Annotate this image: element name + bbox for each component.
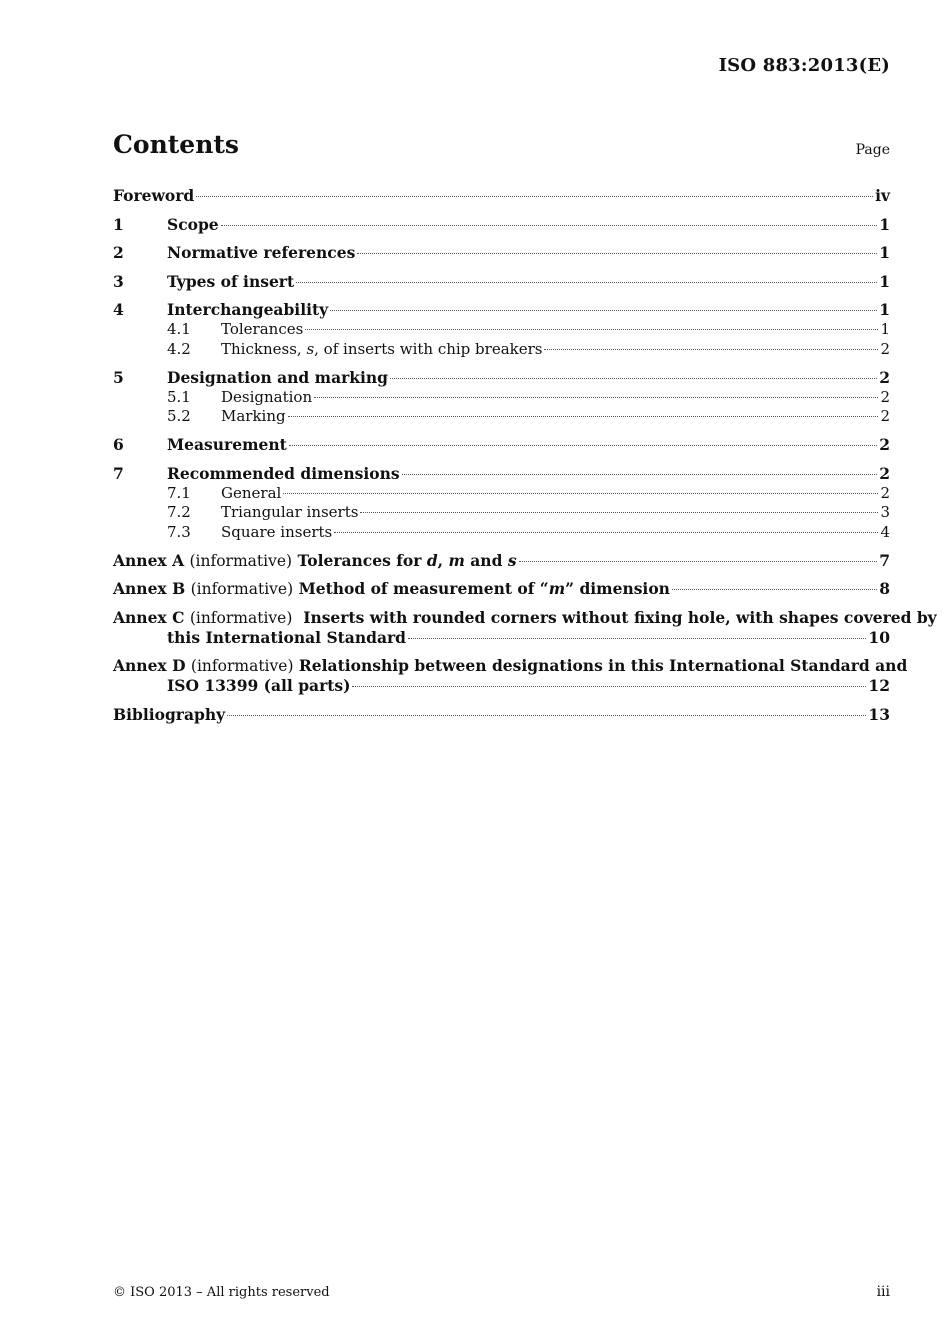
toc-page: 1 — [879, 271, 890, 291]
toc-entry-triangular-inserts[interactable] — [113, 503, 890, 523]
dot-leader — [314, 397, 878, 398]
toc-page: 2 — [880, 387, 890, 406]
toc-title-part: Method of measurement of “ — [298, 579, 549, 598]
toc-title: Marking — [221, 407, 286, 425]
table-of-contents — [113, 186, 937, 725]
toc-number: 4 — [113, 300, 124, 319]
dot-leader — [360, 512, 878, 513]
toc-entry-designation-and-marking[interactable] — [113, 368, 890, 388]
dot-leader — [390, 378, 877, 379]
dot-leader — [330, 310, 877, 311]
toc-page: 1 — [880, 320, 890, 338]
toc-title: Square inserts — [221, 522, 333, 541]
annex-label: Annex B — [113, 579, 186, 598]
dot-leader — [289, 445, 877, 446]
dot-leader — [221, 225, 878, 226]
toc-page: 1 — [879, 300, 890, 319]
toc-entry-scope[interactable] — [113, 215, 890, 235]
toc-title-symbol: m — [448, 550, 465, 570]
toc-page: 2 — [879, 463, 890, 483]
toc-page: 4 — [880, 522, 890, 541]
toc-entry-thickness[interactable] — [113, 340, 890, 360]
toc-page: 3 — [880, 503, 890, 521]
toc-entry-tolerances[interactable] — [113, 320, 890, 340]
toc-number: 5.2 — [167, 407, 191, 425]
toc-entry-annex-a[interactable] — [113, 551, 890, 571]
toc-title-part: ISO 13399 (all parts) — [167, 676, 351, 695]
toc-entry-annex-b[interactable] — [113, 579, 890, 599]
dot-leader — [402, 474, 878, 475]
toc-entry-annex-c[interactable] — [113, 607, 937, 648]
dot-leader — [672, 589, 877, 590]
dot-leader — [544, 349, 878, 350]
toc-page: 2 — [879, 435, 890, 454]
toc-entry-general[interactable] — [113, 484, 890, 504]
toc-entry-foreword[interactable] — [113, 186, 890, 206]
toc-page: 2 — [880, 483, 890, 502]
toc-title-symbol: m — [548, 579, 566, 598]
toc-title: Measurement — [167, 435, 287, 454]
annex-info: (informative) — [189, 551, 293, 570]
toc-number: 1 — [113, 214, 124, 234]
toc-page: 8 — [879, 579, 890, 598]
annex-info: (informative) — [190, 580, 294, 598]
dot-leader — [519, 561, 878, 562]
toc-title: Bibliography — [113, 704, 226, 724]
toc-number: 7.2 — [167, 503, 191, 521]
annex-info: (informative) — [189, 608, 293, 627]
toc-number: 6 — [113, 435, 124, 454]
toc-title: Types of insert — [167, 271, 295, 291]
annex-label: Annex D — [113, 656, 186, 675]
toc-title-line — [113, 656, 908, 676]
toc-title — [113, 579, 670, 599]
toc-entry-designation[interactable] — [113, 388, 890, 408]
toc-title-part: Tolerances for — [297, 550, 427, 570]
toc-page: 2 — [879, 367, 890, 387]
document-id: ISO 883:2013(E) — [718, 55, 890, 76]
toc-page: 2 — [880, 339, 890, 358]
toc-page: 1 — [879, 214, 890, 234]
toc-entry-bibliography[interactable] — [113, 705, 890, 725]
toc-number: 4.2 — [167, 339, 191, 358]
toc-title-part: , of inserts with chip breakers — [314, 339, 543, 358]
toc-page: 12 — [868, 676, 890, 695]
toc-title: Scope — [167, 214, 219, 234]
dot-leader — [283, 493, 878, 494]
toc-page: 13 — [868, 704, 890, 724]
toc-entry-recommended-dimensions[interactable] — [113, 464, 890, 484]
toc-title-part: ” dimension — [565, 579, 670, 598]
page-number: iii — [876, 1284, 890, 1300]
toc-title-line — [113, 676, 890, 696]
toc-page: iv — [875, 186, 890, 205]
dot-leader — [357, 253, 877, 254]
toc-number: 5.1 — [167, 387, 191, 406]
toc-entry-measurement[interactable] — [113, 435, 890, 455]
toc-number: 5 — [113, 367, 124, 387]
toc-title-part: Thickness, — [221, 339, 307, 358]
toc-title-part: , — [437, 550, 449, 570]
toc-title: Recommended dimensions — [167, 463, 400, 483]
toc-title-part: Inserts with rounded corners without fixing hole, with shapes covered by — [303, 607, 937, 627]
toc-number: 7 — [113, 463, 124, 483]
dot-leader — [352, 686, 866, 687]
toc-entry-marking[interactable] — [113, 407, 890, 427]
toc-title-symbol: s — [306, 339, 315, 358]
dot-leader — [305, 329, 878, 330]
dot-leader — [288, 416, 879, 417]
toc-title-part: this International Standard — [167, 627, 406, 647]
annex-label: Annex C — [113, 607, 185, 627]
toc-title-symbol: s — [507, 550, 517, 570]
toc-title-part: and — [464, 550, 508, 570]
toc-entry-interchangeability[interactable] — [113, 300, 890, 320]
copyright-notice: © ISO 2013 – All rights reserved — [113, 1285, 330, 1300]
page-column-label: Page — [855, 142, 890, 158]
toc-page: 7 — [879, 550, 890, 570]
toc-number: 4.1 — [167, 320, 191, 338]
page-title: Contents — [113, 130, 240, 159]
toc-entry-normative-references[interactable] — [113, 243, 890, 263]
toc-title: General — [221, 483, 282, 502]
toc-title: Designation — [221, 387, 313, 406]
toc-title-part: Relationship between designations in this International Standard and — [298, 656, 908, 675]
toc-title-line — [113, 628, 890, 648]
dot-leader — [334, 532, 878, 533]
dot-leader — [296, 282, 877, 283]
toc-number: 3 — [113, 271, 124, 291]
dot-leader — [227, 715, 866, 716]
toc-entry-square-inserts[interactable] — [113, 523, 890, 543]
toc-page: 2 — [880, 407, 890, 425]
toc-number: 2 — [113, 243, 124, 262]
toc-title-symbol: d — [426, 550, 438, 570]
toc-entry-types-of-insert[interactable] — [113, 272, 890, 292]
toc-title: Foreword — [113, 186, 195, 205]
toc-title — [113, 551, 517, 571]
toc-page: 10 — [868, 627, 890, 647]
toc-number: 7.3 — [167, 522, 191, 541]
toc-title-line — [113, 607, 937, 628]
toc-title: Designation and marking — [167, 367, 389, 387]
toc-title: Triangular inserts — [221, 503, 359, 521]
dot-leader — [408, 638, 866, 639]
toc-page: 1 — [879, 243, 890, 262]
dot-leader — [196, 196, 873, 197]
annex-label: Annex A — [113, 550, 185, 570]
toc-title: Normative references — [167, 243, 356, 262]
toc-title: Interchangeability — [167, 300, 329, 319]
toc-title: Tolerances — [221, 320, 304, 338]
toc-number: 7.1 — [167, 483, 191, 502]
toc-title — [221, 340, 542, 360]
toc-entry-annex-d[interactable] — [113, 656, 908, 696]
annex-info: (informative) — [190, 657, 294, 675]
